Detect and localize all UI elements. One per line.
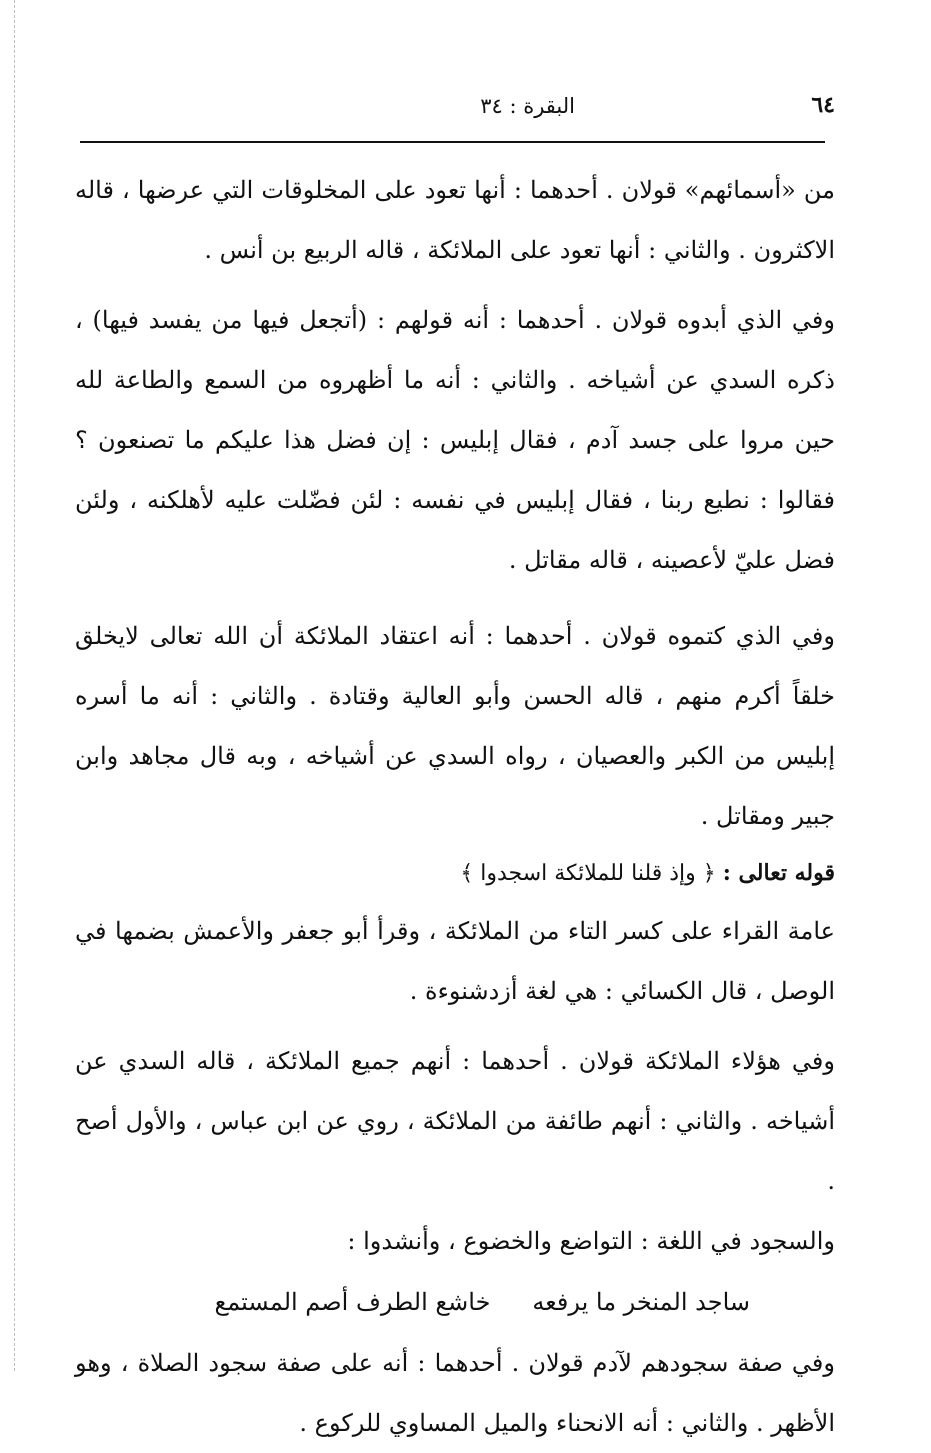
poem-verse [75, 1271, 835, 1333]
paragraph-katamuhu: وفي الذي كتموه قولان . أحدهما : أنه اعتقاد الملائكة أن الله تعالى لايخلق خلقاً أكرم منهم ، قاله الحسن وأبو العالية وقتادة . والثاني : أنه ما أسره إبليس من الكبر والعصيان ، رواه السدي عن أشياخه ، وبه قال مجاهد وابن جبير ومقاتل . [75, 622, 835, 830]
paragraph-haulai: وفي هؤلاء الملائكة قولان . أحدهما : أنهم جميع الملائكة ، قاله السدي عن أشياخه . والثاني : أنهم طائفة من الملائكة ، روي عن ابن عباس ، والأول أصح . [75, 1047, 835, 1195]
verse-heading-label: قوله تعالى : [722, 860, 835, 886]
verse-heading-text: ﴿ وإذ قلنا للملائكة اسجدوا ﴾ [460, 861, 716, 886]
paragraph-asmaihim: من «أسمائهم» قولان . أحدهما : أنها تعود على المخلوقات التي عرضها ، قاله الاكثرون . والثاني : أنها تعود على الملائكة ، قاله الربيع بن أنس . [75, 176, 835, 264]
scan-margin-line [14, 0, 15, 1371]
paragraph-qiraa: عامة القراء على كسر التاء من الملائكة ، وقرأ أبو جعفر والأعمش بضمها في الوصل ، قال الكسائي : هي لغة أزدشنوءة . [75, 917, 835, 1005]
page [75, 90, 835, 124]
paragraph-sujud-lugha: والسجود في اللغة : التواضع والخضوع ، وأنشدوا : [347, 1227, 835, 1255]
surah-reference: البقرة : ٣٤ [480, 94, 575, 118]
running-head [75, 90, 835, 124]
paragraph-abdawhu: وفي الذي أبدوه قولان . أحدهما : أنه قولهم : (أتجعل فيها من يفسد فيها) ، ذكره السدي عن أشياخه . والثاني : أنه ما أظهروه من السمع والطاعة لله حين مروا على جسد آدم ، فقال إبليس : إن فضل هذا عليكم ما تصنعون ؟ فقالوا : نطيع ربنا ، فقال إبليس في نفسه : لئن فضّلت عليه لأهلكنه ، ولئن فضل عليّ لأعصينه ، قاله مقاتل . [75, 306, 835, 574]
poem-first-hemistich: ساجد المنخر ما يرفعه [532, 1288, 750, 1316]
paragraph-sifat-sujud: وفي صفة سجودهم لآدم قولان . أحدهما : أنه على صفة سجود الصلاة ، وهو الأظهر . والثاني : أنه الانحناء والميل المساوي للركوع . [75, 1349, 835, 1437]
page-body [75, 160, 835, 1453]
poem-second-hemistich: خاشع الطرف أصم المستمع [214, 1288, 491, 1316]
page-number: ٦٤ [811, 92, 835, 118]
verse-heading [75, 846, 835, 901]
header-rule [80, 141, 825, 143]
